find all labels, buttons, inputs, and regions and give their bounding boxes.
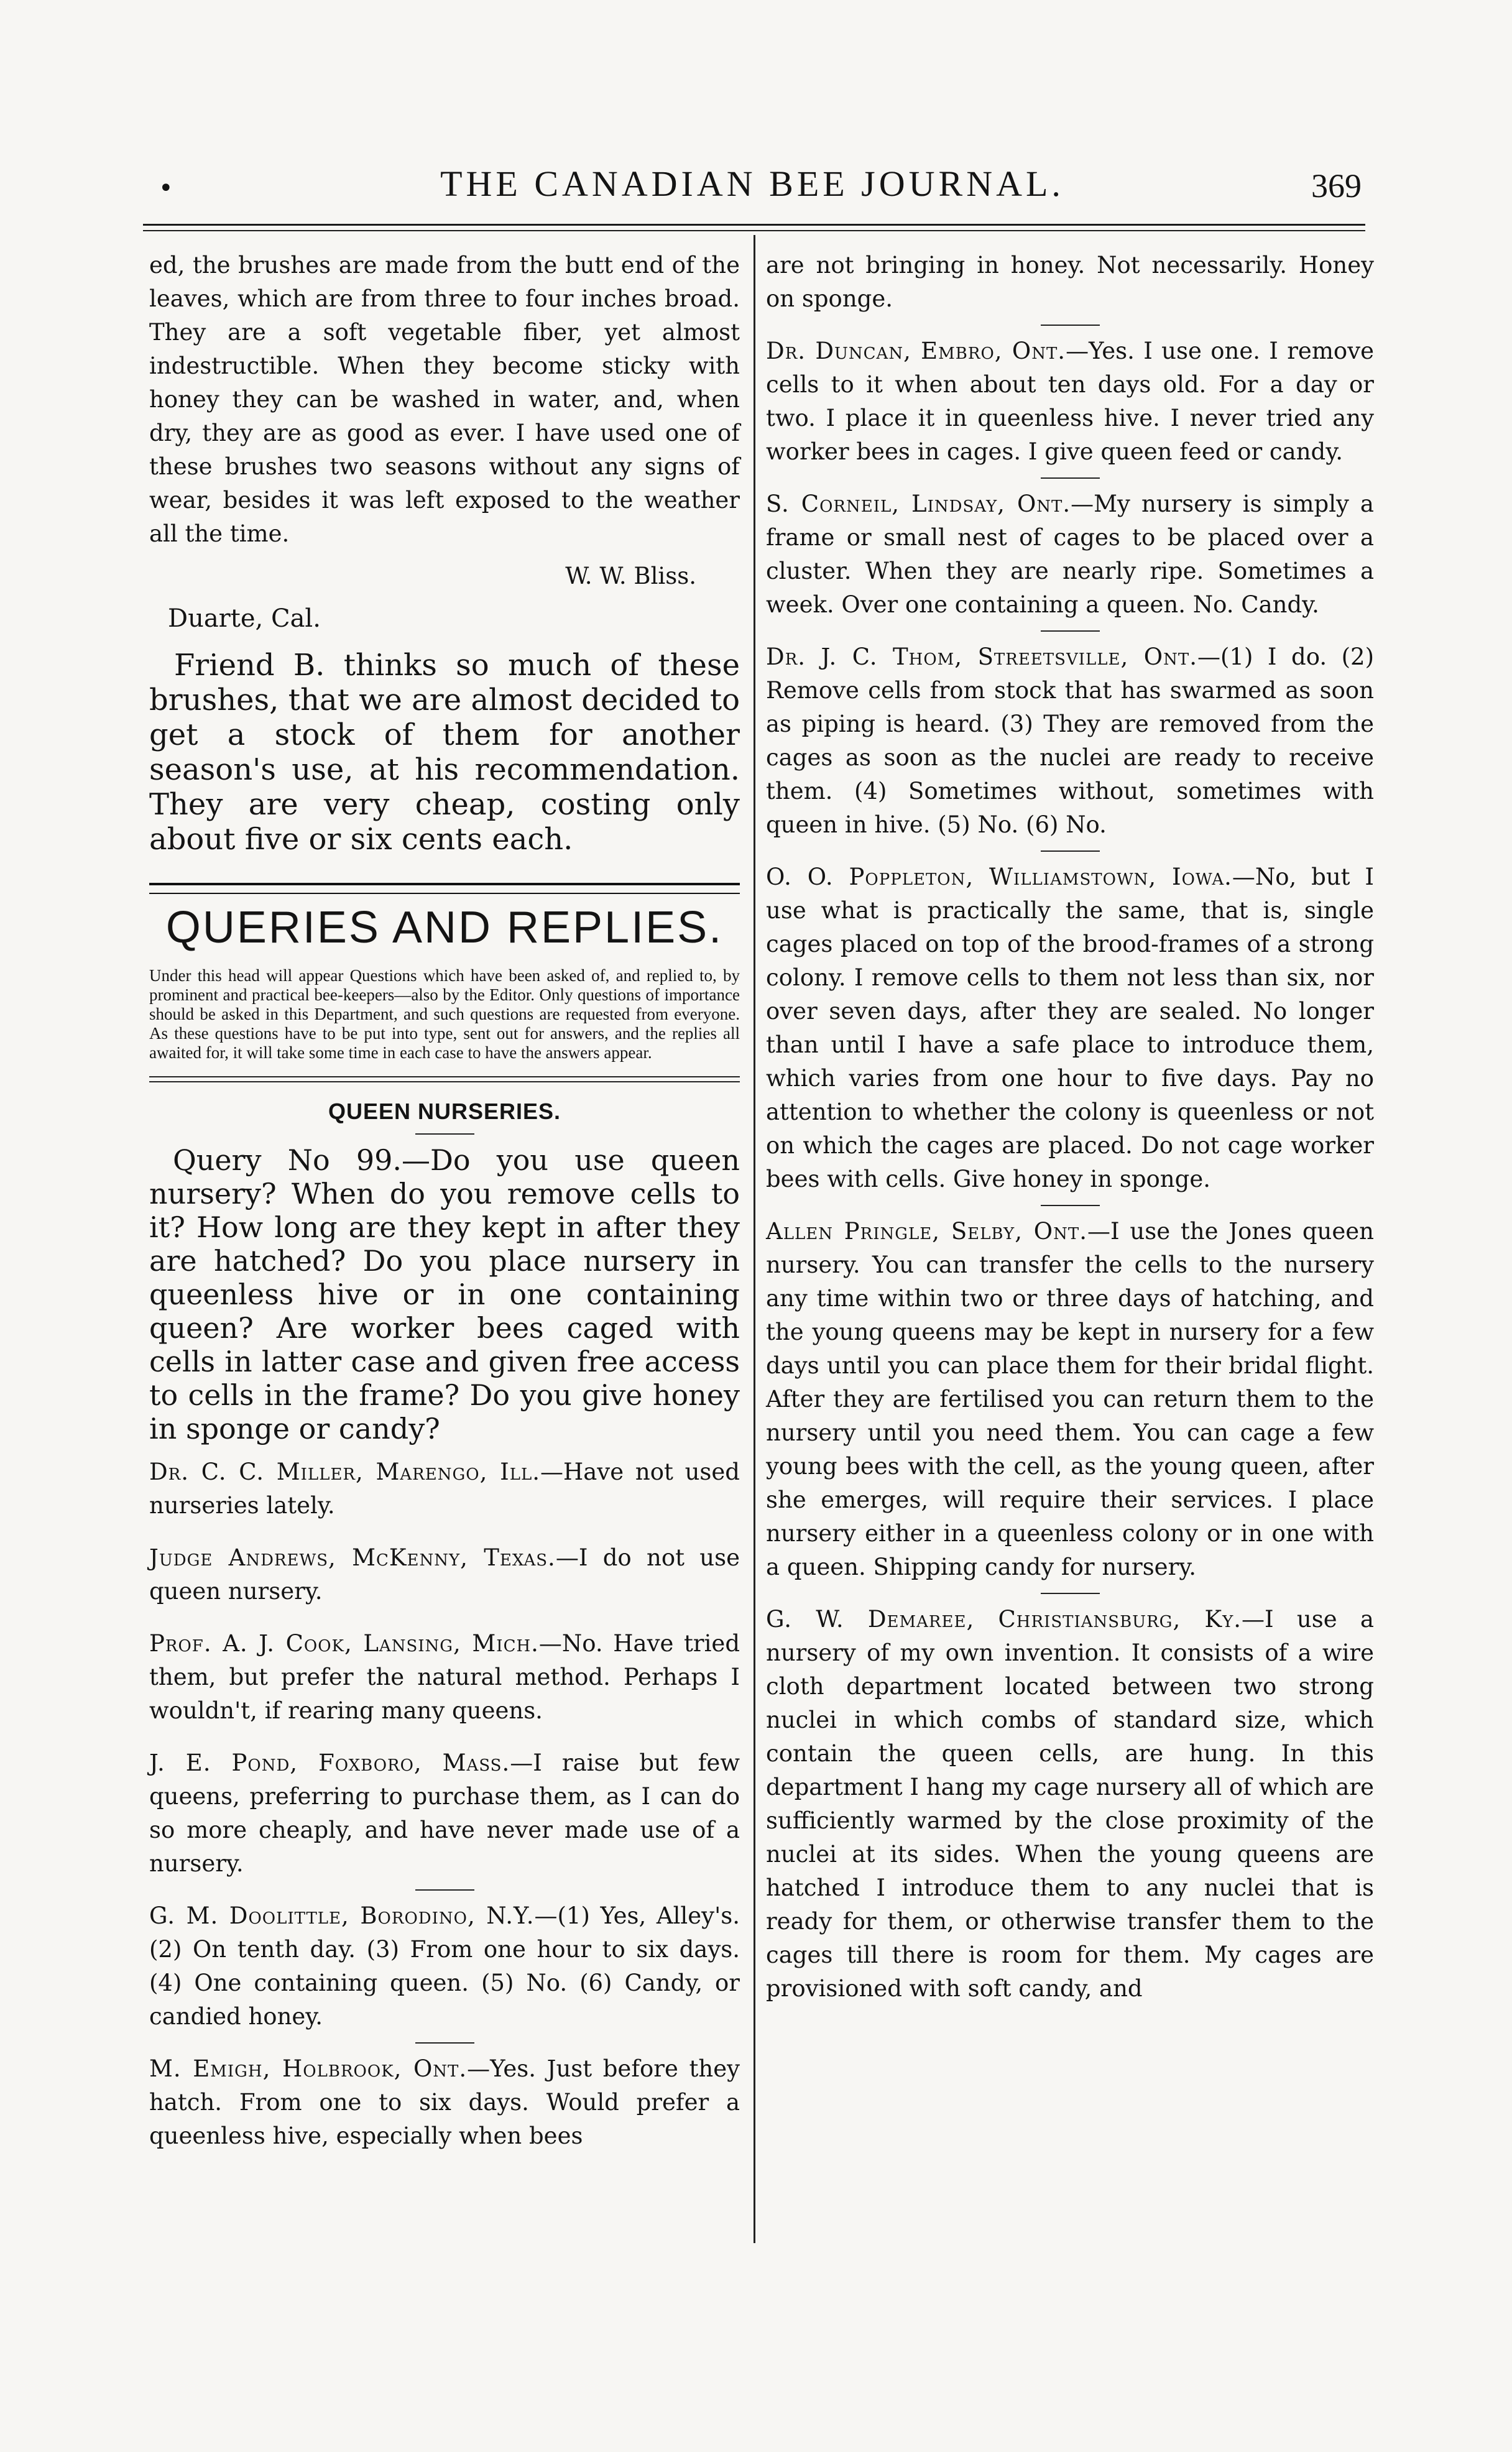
query-text: Query No 99.—Do you use queen nursery? When do you remove cells to it? How long are they kept in after they are hatched? Do you place nursery in queenless hive or in one containing queen? Are worker bees caged with cells in latter case and given free access to cells in the frame? Do you give honey in sponge or candy? [149, 1143, 740, 1445]
reply-author: Dr. Duncan, Embro, Ont. [766, 338, 1066, 364]
reply-text: —Yes. Just before they hatch. From one to six days. Would prefer a queenless hive, especially when bees [149, 2055, 740, 2149]
column-divider [754, 235, 755, 2243]
short-rule [415, 1133, 474, 1135]
short-rule [1041, 850, 1100, 852]
reply-author: G. M. Doolittle, Borodino, N.Y. [149, 1902, 535, 1929]
reply-author: Dr. C. C. Miller, Marengo, Ill. [149, 1459, 540, 1485]
reply-author: S. Corneil, Lindsay, Ont. [766, 491, 1071, 517]
reply [766, 860, 1374, 1196]
reply-text: —I use the Jones queen nursery. You can transfer the cells to the nursery any time within two or three days of hatching, and the young queens may be kept in nursery for a few days until you can place them for their bridal flight. After they are fertilised you can return them to the nursery until you need them. You can cage a few young bees with the cell, as the young queen, after she emerges, will require their services. I place nursery either in a queenless colony or in one with a queen. Shipping candy for nursery. [766, 1218, 1374, 1580]
reply-author: Dr. J. C. Thom, Streetsville, Ont. [766, 643, 1197, 670]
right-column [766, 249, 1374, 2006]
section-rule [149, 883, 740, 894]
short-rule [415, 1889, 474, 1891]
reply-author: M. Emigh, Holbrook, Ont. [149, 2055, 468, 2082]
reply-text: —I do not use queen nursery. [149, 1544, 740, 1605]
reply-author: J. E. Pond, Foxboro, Mass. [149, 1749, 510, 1776]
article-place: Duarte, Cal. [168, 604, 321, 633]
continued-article-text: ed, the brushes are made from the butt end of the leaves, which are from three to four inches broad. They are a soft vegetable fiber, yet almost indestructible. When they become sticky with honey they can be washed in water, and, when dry, they are as good as ever. I have used one of these brushes two seasons without any signs of wear, besides it was left exposed to the weather all the time. [149, 252, 740, 547]
editor-note: Friend B. thinks so much of these brushes, that we are almost decided to get a stock of them for another season's use, at his recommendation. They are very cheap, costing only about five or six cents each. [149, 648, 740, 857]
page-number: 369 [1311, 167, 1362, 205]
section-note: Under this head will appear Questions which have been asked of, and replied to, by prominent and practical bee-keepers—also by the Editor. Only questions of importance should be asked in this Department, and such questions are requested from everyone. As these questions have to be put into type, sent out for answers, and the replies all awaited for, it will take some time in each case to have the answers appear. [149, 966, 740, 1062]
reply [149, 1746, 740, 1881]
reply-text: —No. Have tried them, but prefer the natural method. Perhaps I wouldn't, if rearing many queens. [149, 1630, 740, 1724]
short-rule [415, 2042, 474, 2044]
journal-title: THE CANADIAN BEE JOURNAL. [440, 164, 1064, 204]
reply-author: Prof. A. J. Cook, Lansing, Mich. [149, 1630, 539, 1657]
reply [149, 2052, 740, 2153]
short-rule [1041, 630, 1100, 632]
header-rule-second [143, 230, 1365, 231]
short-rule [1041, 325, 1100, 326]
reply-text: —No, but I use what is practically the same, that is, single cages placed on top of the brood-frames of a strong colony. I remove cells to them not less than six, nor over seven days, after they are sealed. No longer than until I have a safe place to introduce them, which varies from one hour to five days. Pay no attention to whether the colony is queenless or not on which the cages are placed. Do not cage worker bees with cells. Give honey in sponge. [766, 864, 1374, 1192]
reply [149, 1899, 740, 2034]
reply [149, 1627, 740, 1728]
short-rule [1041, 1205, 1100, 1206]
reply [149, 1541, 740, 1608]
reply [766, 1603, 1374, 2006]
section-note-rule [149, 1076, 740, 1082]
query-subhead: QUEEN NURSERIES. [328, 1099, 561, 1124]
reply [149, 1455, 740, 1523]
reply-text: —(1) Yes, Alley's. (2) On tenth day. (3) From one hour to six days. (4) One containing queen. (5) No. (6) Candy, or candied honey. [149, 1902, 740, 2030]
reply-text: —I raise but few queens, preferring to purchase them, as I can do so more cheaply, and have never made use of a nursery. [149, 1749, 740, 1877]
reply-author: G. W. Demaree, Christiansburg, Ky. [766, 1606, 1242, 1633]
reply [766, 334, 1374, 469]
header-dot: • [159, 174, 173, 203]
short-rule [1041, 1593, 1100, 1594]
reply-author: Judge Andrews, McKenny, Texas. [149, 1544, 556, 1571]
reply-text: —I use a nursery of my own invention. It consists of a wire cloth department located between two strong nuclei in which combs of standard size, which contain the queen cells, are hung. In this department I hang my cage nursery all of which are sufficiently warmed by the close proximity of the nuclei at its sides. When the young queens are hatched I introduce them to any nuclei that is ready for them, or otherwise transfer them to the cages till there is room for them. My cages are provisioned with soft candy, and [766, 1606, 1374, 2002]
reply [766, 1215, 1374, 1584]
header-rule [143, 224, 1365, 226]
reply-author: Allen Pringle, Selby, Ont. [766, 1218, 1087, 1245]
left-column [149, 249, 740, 2153]
article-signature: W. W. Bliss. [565, 563, 696, 589]
reply-text: —My nursery is simply a frame or small nest of cages to be placed over a cluster. When they are nearly ripe. Sometimes a week. Over one containing a queen. No. Candy. [766, 491, 1374, 618]
section-title: QUERIES AND REPLIES. [165, 903, 724, 952]
short-rule [1041, 477, 1100, 479]
reply-author: O. O. Poppleton, Williamstown, Iowa. [766, 864, 1232, 890]
continued-reply-text: are not bringing in honey. Not necessarily. Honey on sponge. [766, 252, 1374, 312]
reply [766, 640, 1374, 842]
reply [766, 487, 1374, 622]
page-header [143, 163, 1362, 213]
reply-text: —(1) I do. (2) Remove cells from stock that has swarmed as soon as piping is heard. (3) They are removed from the cages as soon as the nuclei are ready to receive them. (4) Sometimes without, sometimes with queen in hive. (5) No. (6) No. [766, 643, 1375, 838]
reply-text: —Have not used nurseries lately. [149, 1459, 740, 1519]
reply-text: —Yes. I use one. I remove cells to it when about ten days old. For a day or two. I place it in queenless hive. I never tried any worker bees in cages. I give queen feed or candy. [766, 338, 1374, 465]
